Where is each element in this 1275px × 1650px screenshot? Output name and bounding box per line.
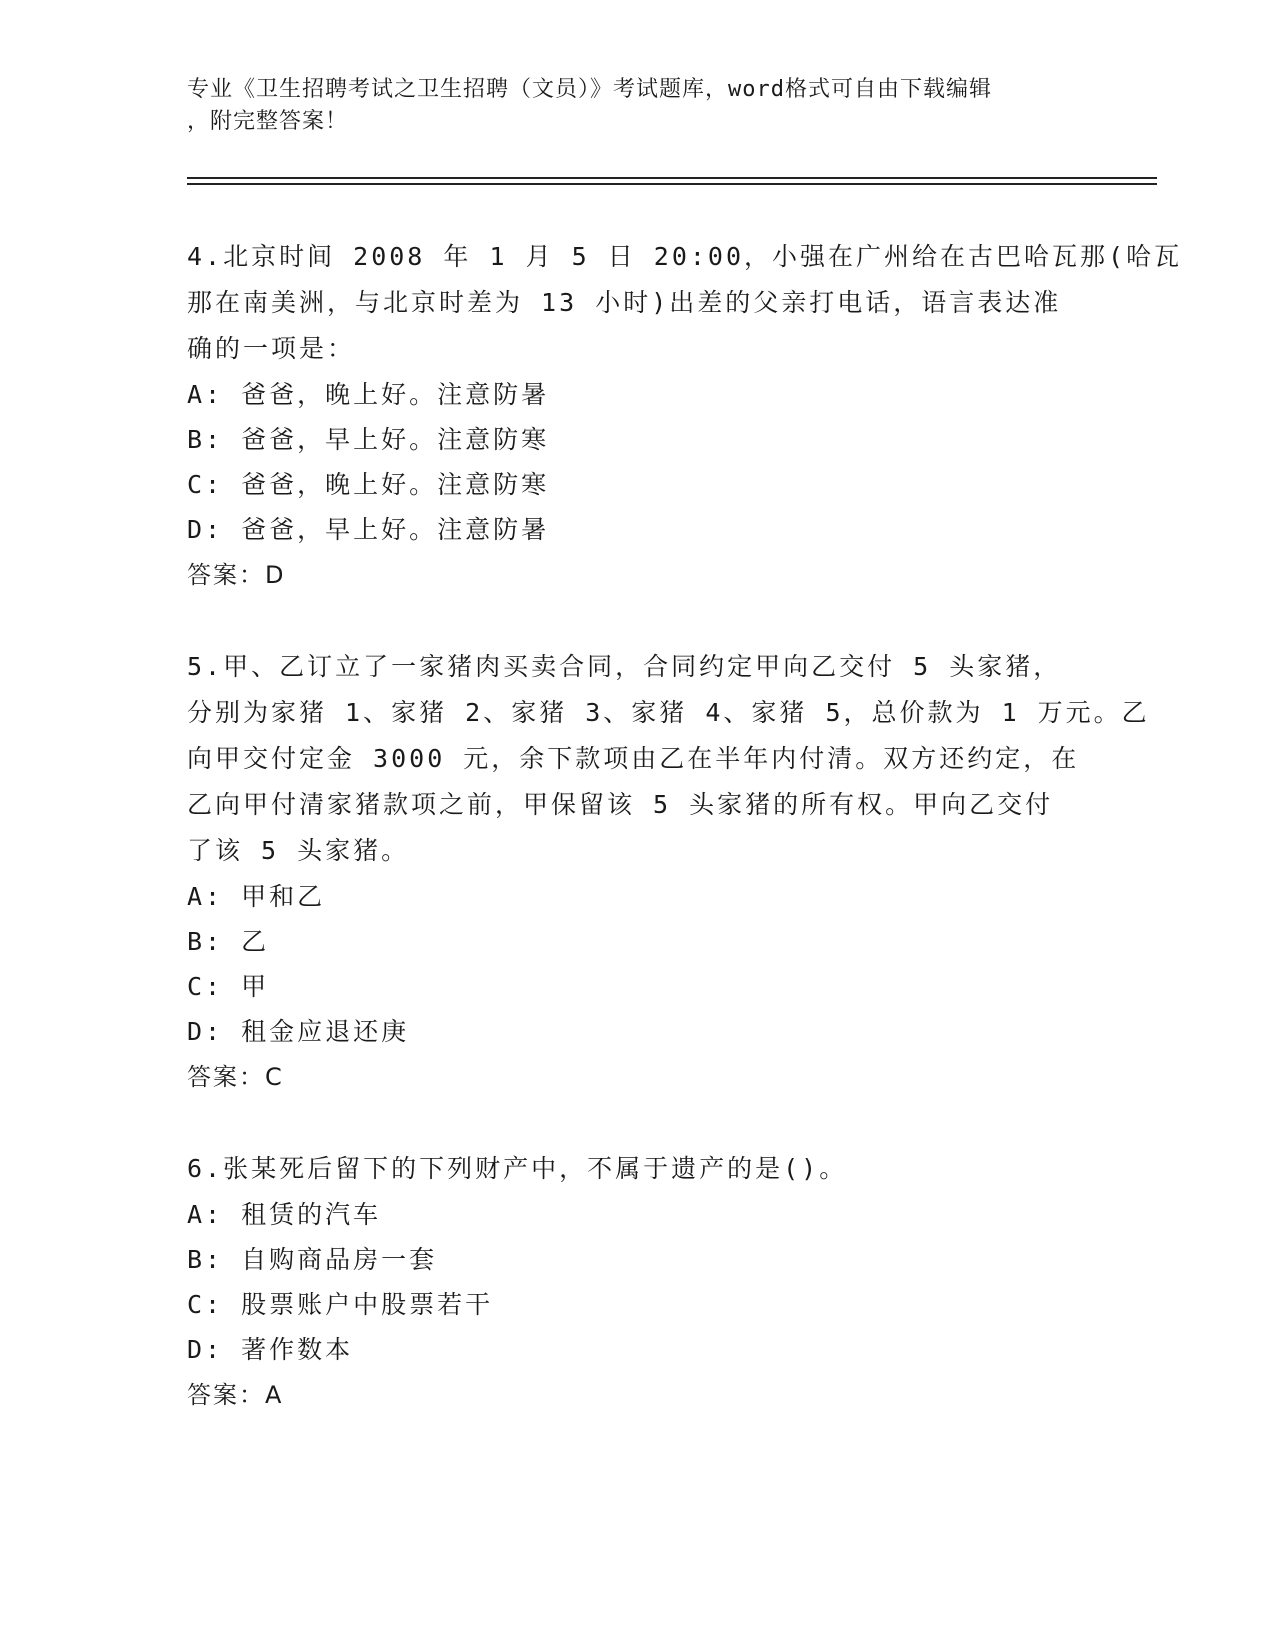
option-d: D: 著作数本 [187, 1335, 354, 1364]
question-stem-line: 乙向甲付清家猪款项之前，甲保留该 5 头家猪的所有权。甲向乙交付 [187, 790, 1054, 819]
header-rule-top [187, 177, 1157, 179]
option-b: B: 爸爸，早上好。注意防寒 [187, 425, 550, 454]
header-line: 专业《卫生招聘考试之卫生招聘（文员）》考试题库，word格式可自由下载编辑 [187, 77, 992, 102]
answer-label: 答案：C [187, 1063, 284, 1091]
document-header [187, 74, 1087, 138]
question-stem-line: 那在南美洲，与北京时差为 13 小时)出差的父亲打电话，语言表达准 [187, 288, 1062, 317]
answer-label: 答案：A [187, 1381, 284, 1409]
option-c: C: 爸爸，晚上好。注意防寒 [187, 470, 550, 499]
option-b: B: 自购商品房一套 [187, 1245, 438, 1274]
option-d: D: 爸爸，早上好。注意防暑 [187, 515, 550, 544]
question-4 [187, 234, 1183, 598]
option-a: A: 租赁的汽车 [187, 1200, 382, 1229]
header-line: ，附完整答案！ [187, 109, 349, 134]
question-6 [187, 1146, 1087, 1418]
header-rule-bottom [187, 183, 1157, 185]
option-c: C: 股票账户中股票若干 [187, 1290, 494, 1319]
option-c: C: 甲 [187, 972, 270, 1001]
question-stem-line: 4.北京时间 2008 年 1 月 5 日 20:00，小强在广州给在古巴哈瓦那(哈瓦 [187, 242, 1183, 271]
question-stem-line: 向甲交付定金 3000 元，余下款项由乙在半年内付清。双方还约定，在 [187, 744, 1080, 773]
question-stem-line: 5.甲、乙订立了一家猪肉买卖合同，合同约定甲向乙交付 5 头家猪， [187, 652, 1062, 681]
option-a: A: 爸爸，晚上好。注意防暑 [187, 380, 550, 409]
question-stem-line: 了该 5 头家猪。 [187, 836, 410, 865]
option-b: B: 乙 [187, 927, 270, 956]
question-stem-line: 6.张某死后留下的下列财产中，不属于遗产的是()。 [187, 1154, 848, 1183]
option-d: D: 租金应退还庚 [187, 1017, 410, 1046]
question-stem-line: 确的一项是： [187, 334, 356, 363]
question-5 [187, 644, 1150, 1100]
question-stem-line: 分别为家猪 1、家猪 2、家猪 3、家猪 4、家猪 5，总价款为 1 万元。乙 [187, 698, 1150, 727]
answer-label: 答案：D [187, 561, 286, 589]
option-a: A: 甲和乙 [187, 882, 326, 911]
